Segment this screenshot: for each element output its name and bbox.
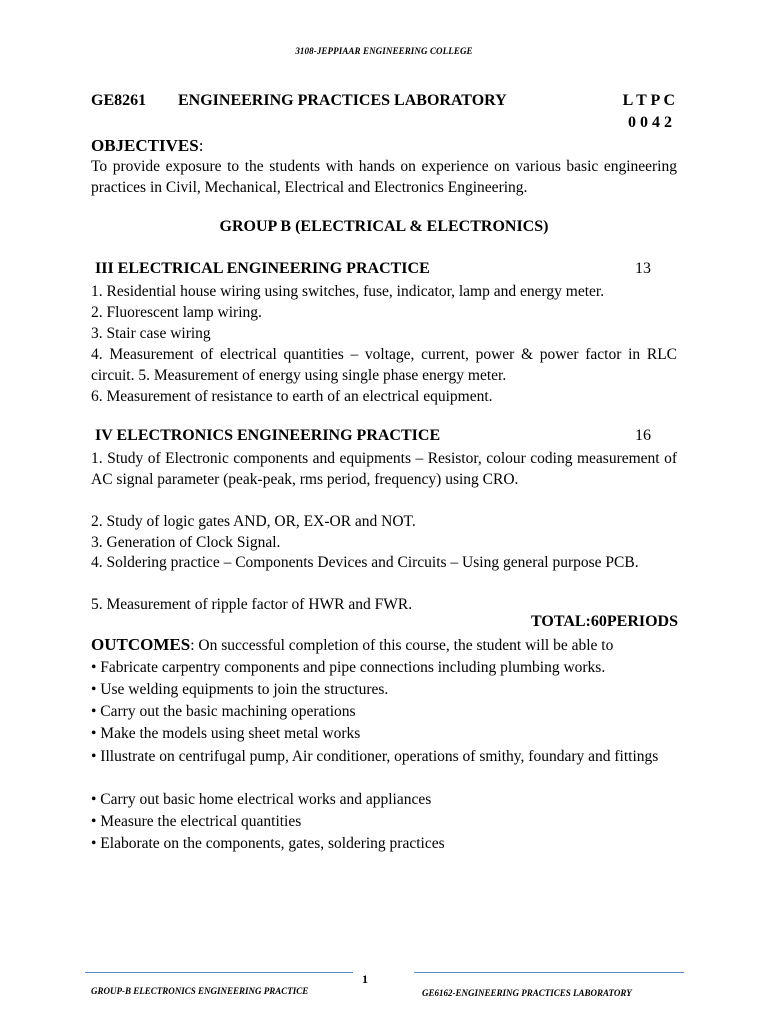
list-item: 4. Measurement of electrical quantities – voltage, current, power & power factor in RLC circuit. 5. Measurement of energy using single phase energy meter. [91, 346, 677, 384]
objectives-heading: OBJECTIVES: [91, 136, 204, 155]
footer-right-text: GE6162-ENGINEERING PRACTICES LABORATORY [422, 988, 632, 998]
section-4-hours: 16 [635, 427, 651, 444]
course-code: GE8261 [91, 92, 147, 109]
group-heading: GROUP B (ELECTRICAL & ELECTRONICS) [219, 218, 549, 235]
list-item: 3. Stair case wiring [91, 325, 211, 342]
list-item: • Elaborate on the components, gates, soldering practices [91, 835, 445, 852]
list-item: 1. Study of Electronic components and equipments – Resistor, colour coding measurement of AC signal parameter (peak-peak, rms period, frequency) using CRO. [91, 450, 677, 488]
list-item: • Illustrate on centrifugal pump, Air conditioner, operations of smithy, foundary and fittings [91, 748, 659, 765]
list-item: • Carry out basic home electrical works and appliances [91, 791, 432, 808]
section-3-heading [95, 260, 651, 278]
list-item: 5. Measurement of ripple factor of HWR and FWR. [91, 596, 413, 613]
section-4-title: IV ELECTRONICS ENGINEERING PRACTICE [95, 427, 441, 444]
footer-left-text: GROUP-B ELECTRONICS ENGINEERING PRACTICE [91, 986, 309, 996]
section-4-heading [95, 427, 651, 445]
ltpc-values: 0 0 4 2 [628, 114, 672, 131]
objectives-text: To provide exposure to the students with hands on experience on various basic engineering practices in Civil, Mechanical, Electrical and Electronics Engineering. [91, 158, 677, 196]
footer-rule-left [85, 972, 353, 973]
course-title-row [91, 92, 681, 112]
footer-rule-right [414, 972, 684, 973]
list-item: 6. Measurement of resistance to earth of an electrical equipment. [91, 388, 493, 405]
page-number: 1 [362, 972, 368, 986]
list-item: 4. Soldering practice – Components Devices and Circuits – Using general purpose PCB. [91, 554, 639, 571]
course-name: ENGINEERING PRACTICES LABORATORY [178, 92, 507, 109]
section-3-hours: 13 [635, 260, 651, 277]
list-item: 2. Fluorescent lamp wiring. [91, 304, 262, 321]
list-item: 3. Generation of Clock Signal. [91, 534, 281, 551]
list-item: • Use welding equipments to join the structures. [91, 681, 389, 698]
list-item: 2. Study of logic gates AND, OR, EX-OR and NOT. [91, 513, 416, 530]
list-item: • Measure the electrical quantities [91, 813, 302, 830]
ltpc-label: L T P C [622, 92, 675, 109]
list-item: • Fabricate carpentry components and pipe connections including plumbing works. [91, 659, 606, 676]
section-3-title: III ELECTRICAL ENGINEERING PRACTICE [95, 260, 430, 277]
list-item: • Carry out the basic machining operations [91, 703, 356, 720]
running-header: 3108-JEPPIAAR ENGINEERING COLLEGE [295, 46, 473, 56]
total-periods: TOTAL:60PERIODS [531, 613, 678, 630]
list-item: 1. Residential house wiring using switches, fuse, indicator, lamp and energy meter. [91, 283, 605, 300]
outcomes-heading: OUTCOMES: On successful completion of this course, the student will be able to [91, 635, 614, 654]
list-item: • Make the models using sheet metal works [91, 725, 361, 742]
